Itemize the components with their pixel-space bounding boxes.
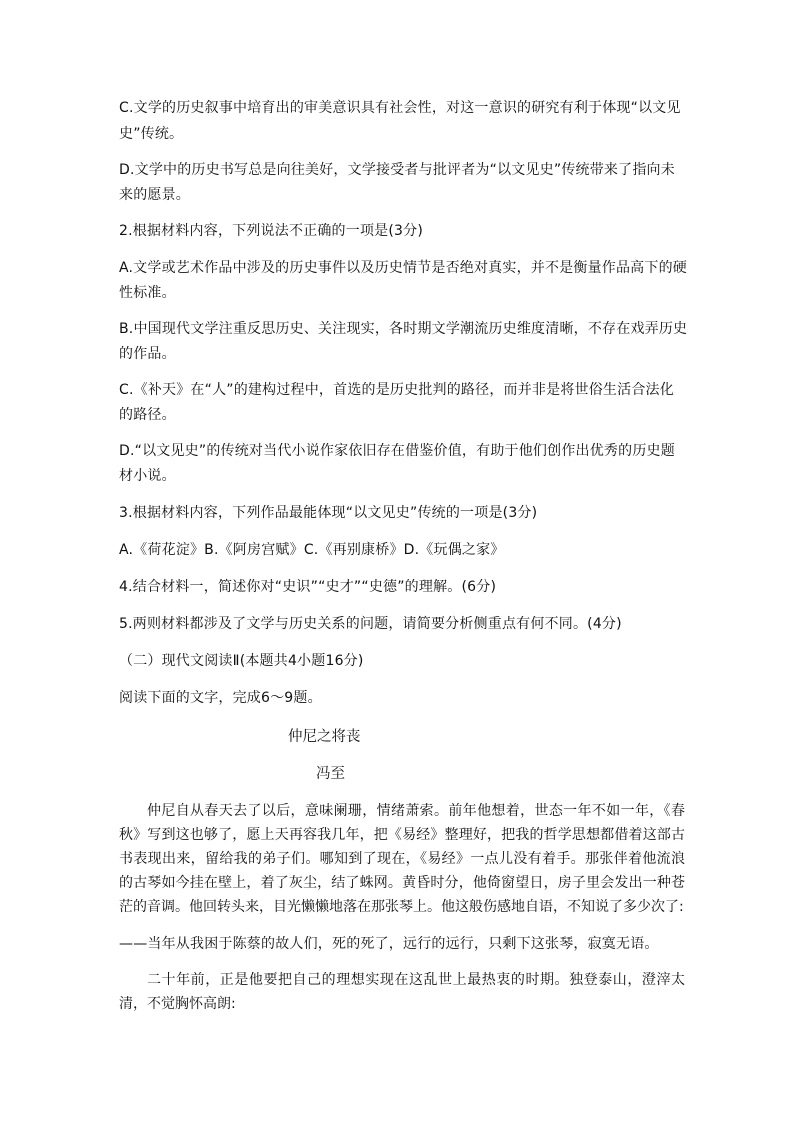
q2-option-d-line-2: 材小说。: [119, 468, 176, 484]
q2-option-b-line-1: B.中国现代文学注重反思历史、关注现实，各时期文学潮流历史维度清晰，不存在戏弄历史: [119, 321, 688, 337]
article-paragraph-2: ——当年从我困于陈蔡的故人们，死的死了，远行的远行，只剩下这张琴，寂寞无语。: [119, 936, 659, 952]
q2-option-c-line-1: C.《补天》在“人”的建构过程中，首选的是历史批判的路径，而并非是将世俗生活合法化: [119, 382, 674, 398]
q2-option-b-line-2: 的作品。: [119, 346, 176, 362]
article-paragraph-1: 仲尼自从春天去了以后，意味阑珊，情绪萧索。前年他想着，世态一年不如一年，《春秋》写到这也够了，愿上天再容我几年，把《易经》整理好，把我的哲学思想都借着这部古书表现出来，留给我的弟子们。哪知到了现在，《易经》一点儿没有着手。那张伴着他流浪的古琴如今挂在壁上，着了灰尘，结了蛛网。黄昏时分，他倚窗望日，房子里会发出一种苍茫的音调。他回转头来，目光懒懒地落在那张琴上。他这般伤感地自语，不知说了多少次了:: [119, 803, 685, 915]
reading-instruction: 阅读下面的文字，完成6～9题。: [119, 690, 322, 706]
q2-option-d-line-1: D.“以文见史”的传统对当代小说作家依旧存在借鉴价值，有助于他们创作出优秀的历史题: [119, 443, 675, 459]
question-3: 3.根据材料内容，下列作品最能体现“以文见史”传统的一项是(3分): [119, 505, 538, 521]
option-d-line-1: D.文学中的历史书写总是向往美好，文学接受者与批评者为“以文见史”传统带来了指向未: [119, 162, 675, 178]
section-heading: （二）现代文阅读Ⅱ(本题共4小题16分): [119, 653, 364, 669]
question-5: 5.两则材料都涉及了文学与历史关系的问题，请简要分析侧重点有何不同。(4分): [119, 616, 622, 632]
article-title: 仲尼之将丧: [288, 729, 361, 745]
article-paragraph-3: 二十年前，正是他要把自己的理想实现在这乱世上最热衷的时期。独登泰山，澄滓太清，不觉胸怀高朗:: [119, 972, 685, 1012]
question-4: 4.结合材料一，简述你对“史识”“史才”“史德”的理解。(6分): [119, 579, 497, 595]
q2-option-a-line-1: A.文学或艺术作品中涉及的历史事件以及历史情节是否绝对真实，并不是衡量作品高下的硬: [119, 260, 687, 276]
option-d-line-2: 来的愿景。: [119, 187, 190, 203]
q2-option-c-line-2: 的路径。: [119, 407, 176, 423]
question-3-options: A.《荷花淀》B.《阿房宫赋》C.《再别康桥》D.《玩偶之家》: [119, 542, 505, 558]
question-2: 2.根据材料内容，下列说法不正确的一项是(3分): [119, 223, 423, 239]
option-c-line-2: 史”传统。: [119, 126, 184, 142]
q2-option-a-line-2: 性标准。: [119, 285, 176, 301]
option-c-line-1: C.文学的历史叙事中培育出的审美意识具有社会性，对这一意识的研究有利于体现“以文见: [119, 100, 681, 116]
article-author: 冯至: [316, 766, 345, 782]
